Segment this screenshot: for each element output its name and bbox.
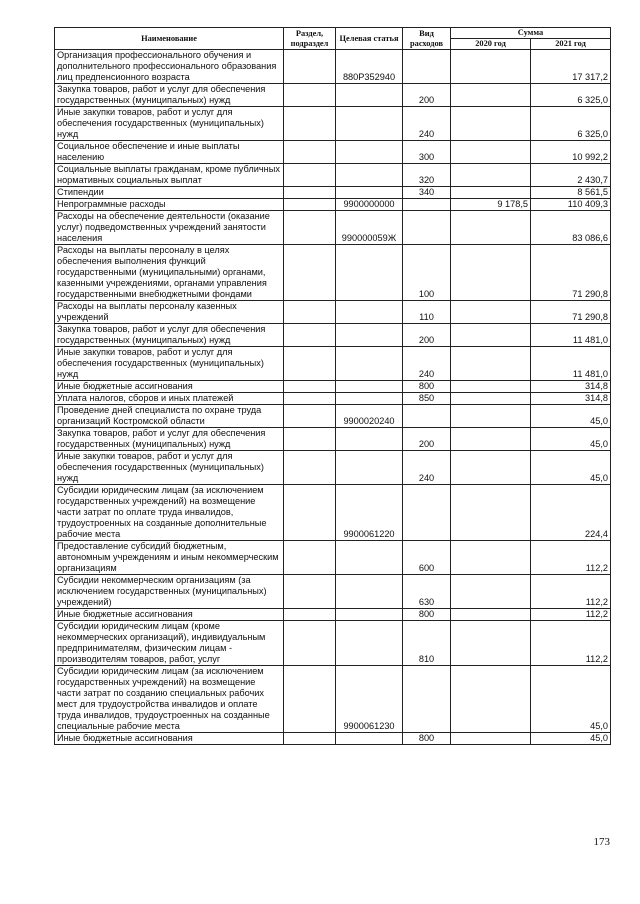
cell-2021: 224,4 [531,485,611,541]
cell-type: 800 [403,733,451,745]
cell-section [284,347,336,381]
cell-target [336,324,403,347]
cell-name: Закупка товаров, работ и услуг для обеспечения государственных (муниципальных) нужд [55,84,284,107]
cell-name: Стипендии [55,187,284,199]
cell-target [336,164,403,187]
table-row [55,301,611,324]
cell-section [284,621,336,666]
table-row [55,199,611,211]
header-type: Вид расходов [403,28,451,50]
table-row [55,50,611,84]
cell-type: 810 [403,621,451,666]
cell-target [336,187,403,199]
cell-section [284,301,336,324]
header-year-2021: 2021 год [531,39,611,50]
cell-type: 110 [403,301,451,324]
cell-name: Иные закупки товаров, работ и услуг для обеспечения государственных (муниципальных) нужд [55,107,284,141]
cell-2021: 112,2 [531,541,611,575]
cell-target [336,621,403,666]
cell-2021: 110 409,3 [531,199,611,211]
table-row [55,485,611,541]
cell-2020 [451,575,531,609]
table-row [55,575,611,609]
cell-name: Субсидии юридическим лицам (кроме некоммерческих организаций), индивидуальным предпринимателям, физическим лицам - производителям товаров, работ, услуг [55,621,284,666]
table-row [55,405,611,428]
cell-2021: 45,0 [531,451,611,485]
cell-section [284,324,336,347]
table-row [55,541,611,575]
cell-section [284,609,336,621]
table-row [55,381,611,393]
cell-2020 [451,187,531,199]
cell-name: Закупка товаров, работ и услуг для обеспечения государственных (муниципальных) нужд [55,324,284,347]
cell-name: Проведение дней специалиста по охране труда организаций Костромской области [55,405,284,428]
cell-2021: 71 290,8 [531,245,611,301]
cell-2020 [451,733,531,745]
cell-type: 200 [403,324,451,347]
cell-2021: 10 992,2 [531,141,611,164]
cell-type: 200 [403,428,451,451]
budget-table [54,27,611,745]
cell-target [336,733,403,745]
cell-target: 9900020240 [336,405,403,428]
header-target: Целевая статья [336,28,403,50]
cell-2020 [451,428,531,451]
table-header [55,28,611,50]
cell-type: 200 [403,84,451,107]
cell-type: 240 [403,451,451,485]
table-row [55,187,611,199]
cell-2020 [451,211,531,245]
cell-name: Организация профессионального обучения и дополнительного профессионального образования лиц предпенсионного возраста [55,50,284,84]
cell-2021: 2 430,7 [531,164,611,187]
cell-2021: 314,8 [531,393,611,405]
cell-section [284,199,336,211]
cell-2021: 45,0 [531,428,611,451]
cell-target: 9900000000 [336,199,403,211]
cell-2020 [451,381,531,393]
cell-2020 [451,393,531,405]
cell-type: 240 [403,107,451,141]
cell-2020 [451,245,531,301]
cell-2020 [451,164,531,187]
cell-type: 320 [403,164,451,187]
cell-target [336,541,403,575]
cell-target [336,609,403,621]
cell-type [403,666,451,733]
cell-2020 [451,485,531,541]
cell-section [284,393,336,405]
cell-section [284,733,336,745]
cell-section [284,405,336,428]
cell-2021: 112,2 [531,575,611,609]
cell-target [336,381,403,393]
table-row [55,733,611,745]
table-row [55,428,611,451]
cell-type: 100 [403,245,451,301]
cell-name: Расходы на обеспечение деятельности (оказание услуг) подведомственных учреждений занятости населения [55,211,284,245]
cell-2020 [451,621,531,666]
cell-type: 600 [403,541,451,575]
header-year-2020: 2020 год [451,39,531,50]
cell-type: 300 [403,141,451,164]
cell-2021: 314,8 [531,381,611,393]
cell-name: Расходы на выплаты персоналу в целях обеспечения выполнения функций государственными (муниципальными) органами, казенными учреждениями, органами управления государственными внебюджетными фондами [55,245,284,301]
cell-target: 9900061230 [336,666,403,733]
cell-2021: 83 086,6 [531,211,611,245]
cell-target [336,428,403,451]
cell-type: 800 [403,381,451,393]
cell-name: Иные бюджетные ассигнования [55,733,284,745]
cell-type: 630 [403,575,451,609]
table-row [55,245,611,301]
cell-2020 [451,347,531,381]
cell-type: 850 [403,393,451,405]
cell-target [336,575,403,609]
cell-section [284,451,336,485]
cell-section [284,575,336,609]
table-body [55,50,611,745]
table-row [55,211,611,245]
cell-section [284,164,336,187]
table-row [55,324,611,347]
cell-target [336,141,403,164]
cell-2020 [451,141,531,164]
cell-name: Иные бюджетные ассигнования [55,609,284,621]
cell-section [284,541,336,575]
cell-name: Непрограммные расходы [55,199,284,211]
cell-2020 [451,301,531,324]
cell-target: 9900061220 [336,485,403,541]
cell-2020 [451,541,531,575]
cell-2021: 45,0 [531,733,611,745]
cell-type [403,485,451,541]
cell-2021: 11 481,0 [531,324,611,347]
cell-type: 340 [403,187,451,199]
cell-2021: 45,0 [531,405,611,428]
table-row [55,164,611,187]
cell-2021: 71 290,8 [531,301,611,324]
cell-name: Социальные выплаты гражданам, кроме публичных нормативных социальных выплат [55,164,284,187]
cell-2020 [451,451,531,485]
cell-section [284,141,336,164]
cell-2020 [451,107,531,141]
cell-section [284,245,336,301]
cell-type: 800 [403,609,451,621]
table-row [55,141,611,164]
cell-2020 [451,84,531,107]
cell-2020 [451,324,531,347]
header-sum: Сумма [451,28,611,39]
cell-section [284,211,336,245]
cell-name: Расходы на выплаты персоналу казенных учреждений [55,301,284,324]
cell-type: 240 [403,347,451,381]
cell-section [284,50,336,84]
cell-name: Уплата налогов, сборов и иных платежей [55,393,284,405]
cell-2020 [451,666,531,733]
cell-name: Иные закупки товаров, работ и услуг для обеспечения государственных (муниципальных) нужд [55,451,284,485]
cell-target [336,393,403,405]
cell-section [284,84,336,107]
cell-section [284,187,336,199]
page-number: 173 [593,836,610,848]
cell-name: Закупка товаров, работ и услуг для обеспечения государственных (муниципальных) нужд [55,428,284,451]
cell-name: Иные закупки товаров, работ и услуг для обеспечения государственных (муниципальных) нужд [55,347,284,381]
cell-section [284,381,336,393]
cell-target [336,84,403,107]
cell-name: Субсидии юридическим лицам (за исключением государственных учреждений) на возмещение части затрат по оплате труда инвалидов, трудоустроенных на созданные дополнительные рабочие места [55,485,284,541]
cell-name: Предоставление субсидий бюджетным, автономным учреждениям и иным некоммерческим организациям [55,541,284,575]
cell-2020: 9 178,5 [451,199,531,211]
cell-2021: 112,2 [531,621,611,666]
cell-2021: 6 325,0 [531,84,611,107]
cell-type [403,199,451,211]
cell-2021: 11 481,0 [531,347,611,381]
cell-name: Иные бюджетные ассигнования [55,381,284,393]
cell-type [403,50,451,84]
header-name: Наименование [55,28,284,50]
table-row [55,609,611,621]
cell-section [284,107,336,141]
cell-target [336,301,403,324]
cell-name: Социальное обеспечение и иные выплаты населению [55,141,284,164]
table-row [55,621,611,666]
cell-2021: 17 317,2 [531,50,611,84]
cell-section [284,428,336,451]
header-section: Раздел, подраздел [284,28,336,50]
table-row [55,107,611,141]
cell-type [403,405,451,428]
cell-2020 [451,50,531,84]
cell-2021: 8 561,5 [531,187,611,199]
cell-type [403,211,451,245]
cell-target [336,451,403,485]
cell-2020 [451,609,531,621]
table-row [55,393,611,405]
cell-target: 880P352940 [336,50,403,84]
table-row [55,347,611,381]
table-row [55,451,611,485]
cell-target: 990000059Ж [336,211,403,245]
cell-target [336,245,403,301]
cell-2021: 6 325,0 [531,107,611,141]
table-row [55,84,611,107]
cell-target [336,107,403,141]
cell-name: Субсидии некоммерческим организациям (за исключением государственных (муниципальных) учреждений) [55,575,284,609]
cell-target [336,347,403,381]
cell-name: Субсидии юридическим лицам (за исключением государственных учреждений) на возмещение части затрат по созданию специальных рабочих мест для трудоустройства инвалидов и оплате труда инвалидов, трудоустроенных на созданные специальные рабочие места [55,666,284,733]
cell-2020 [451,405,531,428]
cell-section [284,666,336,733]
table-row [55,666,611,733]
cell-2021: 112,2 [531,609,611,621]
cell-2021: 45,0 [531,666,611,733]
cell-section [284,485,336,541]
